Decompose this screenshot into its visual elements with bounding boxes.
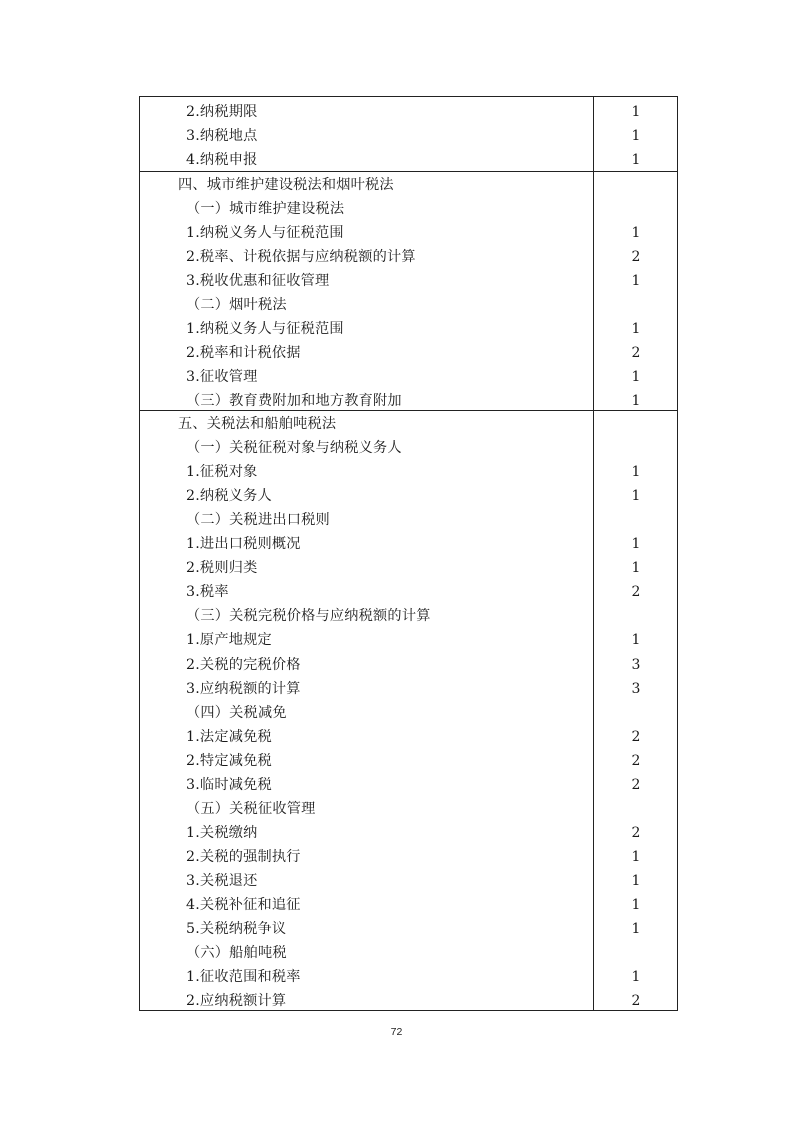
table-row (140, 604, 677, 628)
hours-value: 1 (631, 536, 641, 553)
item-label: 2.纳税义务人 (186, 488, 272, 505)
item-label: 3.税率 (186, 584, 229, 601)
item-label: 4.关税补征和追征 (186, 897, 301, 913)
table-row (140, 148, 677, 172)
table-row (140, 653, 677, 677)
hours-value: 2 (631, 249, 641, 265)
item-label: （四）关税减免 (186, 704, 287, 721)
table-row (140, 245, 677, 269)
table-row (140, 124, 677, 148)
hours-value: 3 (631, 680, 641, 697)
item-label: 2.税则归类 (186, 560, 258, 577)
hours-value: 1 (631, 921, 641, 938)
table-row (140, 317, 677, 341)
item-label: （六）船舶吨税 (186, 945, 287, 962)
table-row (140, 365, 677, 389)
hours-value: 1 (631, 104, 641, 120)
table-row (140, 173, 677, 197)
syllabus-table (139, 96, 678, 1011)
item-label: 1.纳税义务人与征税范围 (186, 225, 344, 241)
table-row (140, 484, 677, 508)
item-label: 3.纳税地点 (186, 127, 258, 144)
table-row (140, 532, 677, 556)
table-row (140, 293, 677, 317)
item-label: 1.纳税义务人与征税范围 (186, 321, 344, 337)
table-row (140, 580, 677, 604)
hours-value: 1 (631, 464, 641, 481)
item-label: 3.税收优惠和征收管理 (186, 273, 330, 289)
table-row (140, 412, 677, 436)
hours-value: 2 (631, 752, 641, 769)
hours-value: 1 (631, 632, 641, 649)
table-row (140, 749, 677, 773)
item-label: 1.关税缴纳 (186, 824, 258, 841)
item-label: 2.特定减免税 (186, 752, 272, 769)
chapter-heading: 四、城市维护建设税法和烟叶税法 (178, 177, 394, 193)
table-row (140, 677, 677, 701)
item-label: 3.应纳税额的计算 (186, 680, 301, 697)
hours-value: 3 (631, 656, 641, 673)
table-row (140, 917, 677, 941)
item-label: 2.应纳税额计算 (186, 993, 287, 1010)
hours-value: 2 (631, 345, 641, 361)
item-label: 1.征收范围和税率 (186, 969, 301, 986)
table-row (140, 460, 677, 484)
item-label: 2.关税的强制执行 (186, 848, 301, 865)
hours-value: 1 (631, 273, 641, 289)
item-label: 2.税率、计税依据与应纳税额的计算 (186, 249, 416, 265)
table-row (140, 941, 677, 965)
table-row (140, 508, 677, 532)
hours-value: 2 (631, 993, 641, 1010)
item-label: 4.纳税申报 (186, 151, 258, 168)
table-row (140, 965, 677, 989)
table-row (140, 221, 677, 245)
item-label: 1.征税对象 (186, 464, 258, 481)
hours-value: 1 (631, 488, 641, 505)
hours-value: 1 (631, 127, 641, 144)
item-label: 5.关税纳税争议 (186, 921, 287, 938)
hours-value: 1 (631, 848, 641, 865)
table-row (140, 389, 677, 413)
table-row (140, 100, 677, 124)
table-row (140, 773, 677, 797)
table-row (140, 989, 677, 1013)
item-label: 2.税率和计税依据 (186, 345, 301, 361)
hours-value: 1 (631, 393, 641, 409)
table-row (140, 701, 677, 725)
hours-value: 1 (631, 369, 641, 385)
item-label: （一）城市维护建设税法 (186, 201, 345, 217)
item-label: （五）关税征收管理 (186, 800, 316, 817)
hours-value: 1 (631, 897, 641, 913)
hours-value: 1 (631, 225, 641, 241)
item-label: （三）教育费附加和地方教育附加 (186, 393, 402, 409)
hours-value: 1 (631, 969, 641, 986)
hours-value: 1 (631, 151, 641, 168)
hours-value: 1 (631, 560, 641, 577)
item-label: 3.关税退还 (186, 872, 258, 889)
table-row (140, 869, 677, 893)
hours-value: 2 (631, 776, 641, 793)
table-row (140, 821, 677, 845)
table-row (140, 556, 677, 580)
table-row (140, 436, 677, 460)
page-number: 72 (390, 1026, 403, 1038)
table-row (140, 269, 677, 293)
table-row (140, 893, 677, 917)
chapter-heading: 五、关税法和船舶吨税法 (178, 416, 337, 432)
item-label: 2.关税的完税价格 (186, 656, 301, 673)
item-label: 1.进出口税则概况 (186, 536, 301, 553)
item-label: 2.纳税期限 (186, 104, 258, 120)
hours-value: 2 (631, 728, 641, 745)
item-label: （二）关税进出口税则 (186, 512, 330, 529)
hours-value: 2 (631, 584, 641, 601)
item-label: 1.原产地规定 (186, 632, 272, 649)
table-row (140, 797, 677, 821)
hours-value: 2 (631, 824, 641, 841)
item-label: 1.法定减免税 (186, 728, 272, 745)
item-label: （二）烟叶税法 (186, 297, 287, 313)
item-label: 3.临时减免税 (186, 776, 272, 793)
item-label: （一）关税征税对象与纳税义务人 (186, 440, 402, 457)
item-label: 3.征收管理 (186, 369, 258, 385)
item-label: （三）关税完税价格与应纳税额的计算 (186, 608, 431, 625)
hours-value: 1 (631, 321, 641, 337)
table-row (140, 628, 677, 652)
hours-value: 1 (631, 872, 641, 889)
table-row (140, 725, 677, 749)
table-row (140, 197, 677, 221)
table-row (140, 341, 677, 365)
table-row (140, 845, 677, 869)
